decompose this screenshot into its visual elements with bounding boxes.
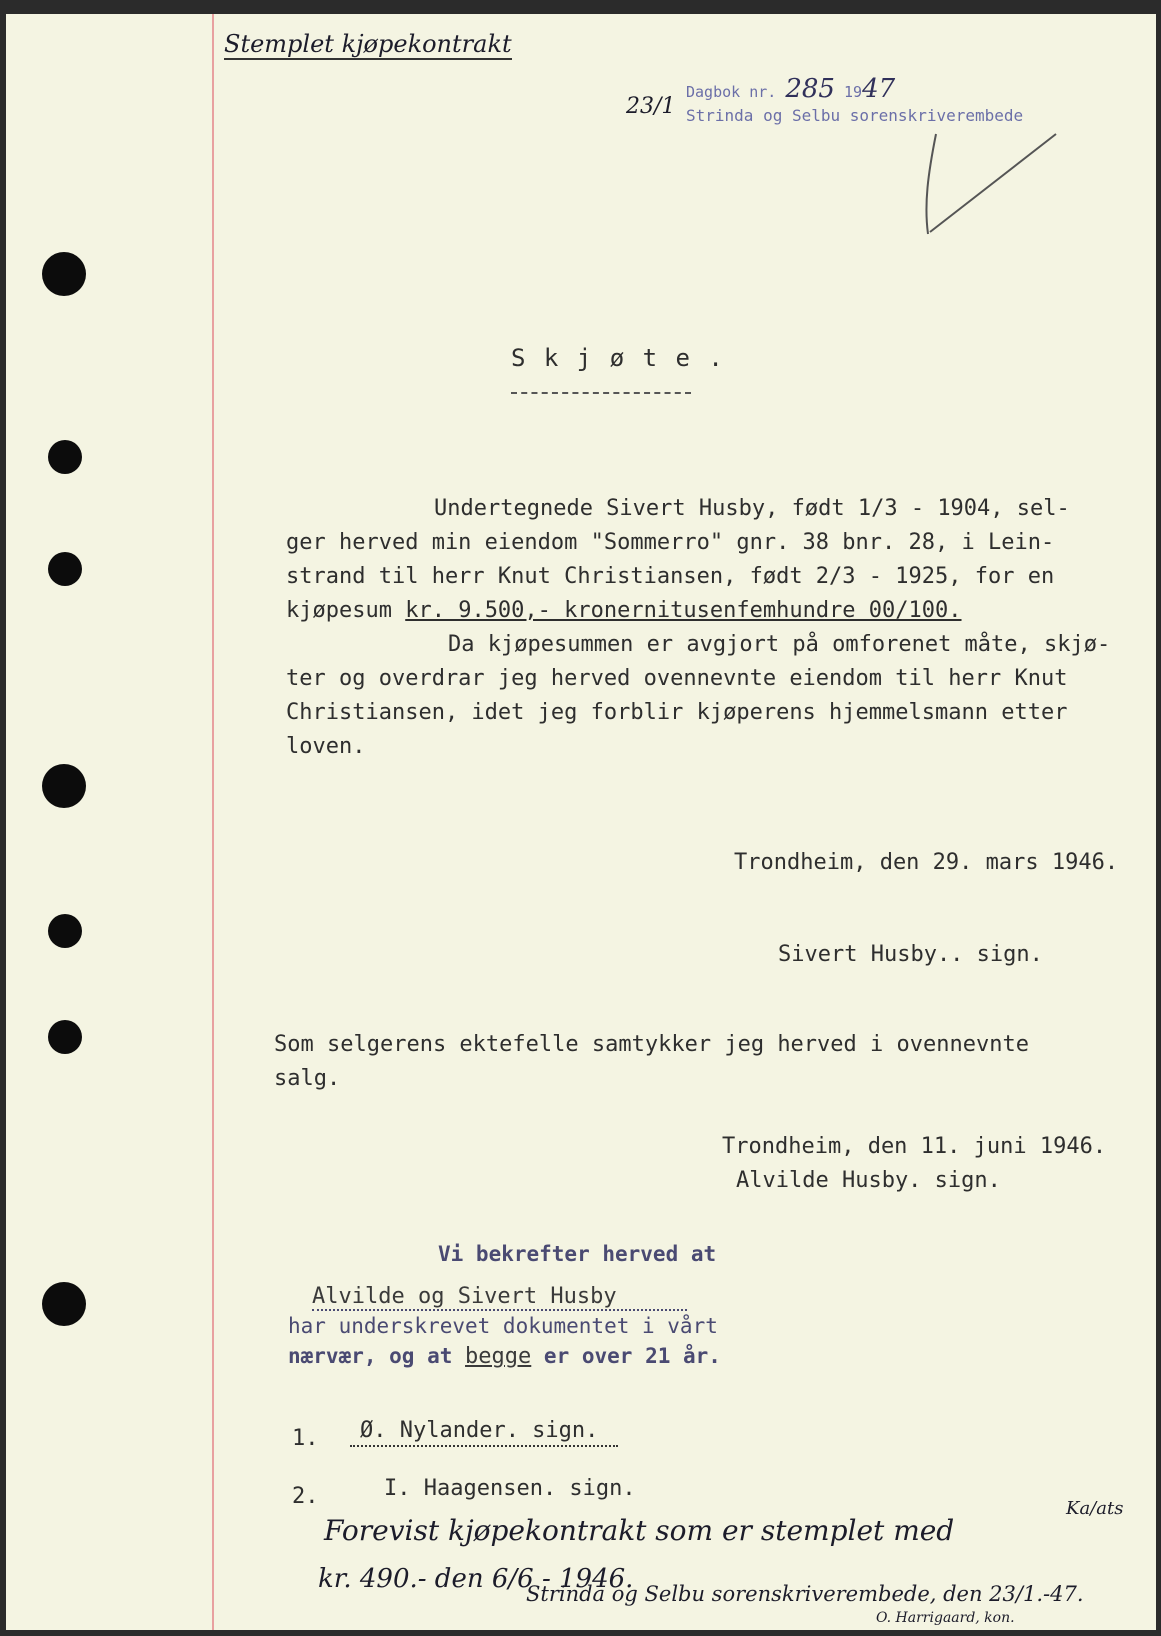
punch-hole [42,252,86,296]
body-line: Undertegnede Sivert Husby, født 1/3 - 1904, sel- [434,496,1070,521]
price-prefix: kjøpesum [286,598,406,623]
punch-hole [42,1282,86,1326]
body-line: loven. [286,734,366,759]
certification-blank: begge [465,1344,532,1369]
dagbok-label: Dagbok nr. [686,83,777,101]
price-line [286,598,962,623]
certification-line2: har underskrevet dokumentet i vårt [288,1314,718,1338]
punch-hole [48,1020,82,1054]
spouse-consent-line: Som selgerens ektefelle samtykker jeg herved i ovennevnte [274,1032,1029,1057]
document-page [6,14,1156,1630]
body-line: ger herved min eiendom "Sommerro" gnr. 38 bnr. 28, i Lein- [286,530,1055,555]
seller-place-date: Trondheim, den 29. mars 1946. [734,850,1119,875]
dagbok-stamp [686,74,895,104]
check-mark-icon [916,124,1066,244]
dagbok-number: 285 [785,74,835,104]
witness-signature: I. Haagensen. sign. [384,1476,636,1501]
punch-hole [42,764,86,808]
handwritten-title: Stemplet kjøpekontrakt [224,30,512,58]
dagbok-year: 47 [862,74,896,104]
title-underline [511,392,691,394]
dagbok-year-prefix: 19 [844,83,863,101]
footer-note-signature: O. Harrigaard, kon. [876,1610,1015,1626]
footer-note-line2: kr. 490.- den 6/6 - 1946. [318,1564,634,1594]
spouse-place-date: Trondheim, den 11. juni 1946. [722,1134,1107,1159]
certification-names: Alvilde og Sivert Husby [312,1284,687,1311]
body-line: Christiansen, idet jeg forblir kjøperens hjemmelsmann etter [286,700,1068,725]
footer-note-line3: Strinda og Selbu sorenskriverembede, den 23/1.-47. [526,1582,1084,1606]
witness-number: 2. [292,1484,319,1509]
footer-note-mark: Ka/ats [1066,1498,1124,1519]
witness-signature: Ø. Nylander. sign. [350,1418,618,1447]
office-stamp: Strinda og Selbu sorenskriverembede [686,106,1024,125]
witness-number: 1. [292,1426,319,1451]
spouse-consent-line: salg. [274,1066,341,1091]
seller-signature: Sivert Husby.. sign. [778,942,1043,967]
certification-line3: nærvær, og at begge er over 21 år. [288,1344,721,1369]
body-line: ter og overdrar jeg herved ovennevnte eiendom til herr Knut [286,666,1068,691]
margin-line [212,14,214,1630]
punch-hole [48,552,82,586]
body-line: Da kjøpesummen er avgjort på omforenet måte, skjø- [448,632,1111,657]
spouse-signature: Alvilde Husby. sign. [736,1168,1001,1193]
certification-heading: Vi bekrefter herved at [438,1242,717,1266]
punch-hole [48,440,82,474]
punch-hole [48,914,82,948]
body-line: strand til herr Knut Christiansen, født 2/3 - 1925, for en [286,564,1055,589]
document-title: S k j ø t e . [511,344,725,372]
footer-note-line1: Forevist kjøpekontrakt som er stemplet med [324,1514,955,1547]
price-amount: kr. 9.500,- kronernitusenfemhundre 00/100. [405,598,962,623]
page-mark: 23/1 [626,94,676,119]
